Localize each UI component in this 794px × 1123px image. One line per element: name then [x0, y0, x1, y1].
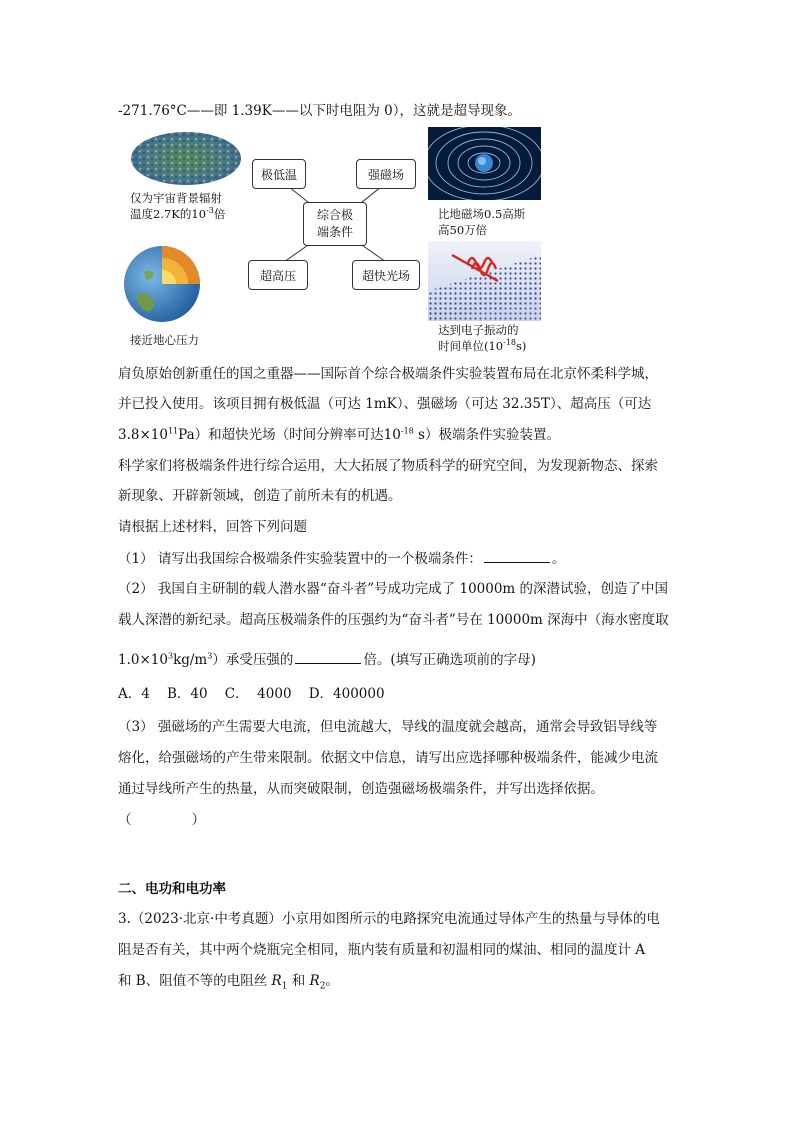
text-line: 并已投入使用。该项目拥有极低温（可达 1mK）、强磁场（可达 32.35T）、超高压（可达 — [118, 396, 652, 412]
box-combined-extreme-conditions: 综合极 端条件 — [303, 202, 367, 246]
problem-3-line2: 阻是否有关，其中两个烧瓶完全相同，瓶内装有质量和初温相同的煤油、相同的温度计 A — [118, 942, 646, 958]
question-2-line1: （2） 我国自主研制的载人潜水器“奋斗者”号成功完成了 10000m 的深潜试验，创造了中国 — [118, 581, 669, 597]
caption-laser-line2: 时间单位$(10^{-18}s)$ — [438, 338, 527, 353]
question-3-line1: （3） 强磁场的产生需要大电流，但电流越大，导线的温度就会越高，通常会导致铝导线等 — [118, 719, 658, 735]
caption-cmb-line1: 仅为宇宙背景辐射 — [130, 191, 222, 205]
caption-magnetic-line2: 高50万倍 — [438, 223, 488, 237]
problem-3-line3: 和 B、阻值不等的电阻丝 $R_1$ 和 $R_2$。 — [118, 973, 339, 992]
ultrafast-light-image — [428, 241, 541, 321]
text-line: 科学家们将极端条件进行综合运用，大大拓展了物质科学的研究空间，为发现新物态、探索 — [118, 458, 658, 474]
caption-earth: 接近地心压力 — [130, 333, 199, 347]
question-1: （1） 请写出我国综合极端条件实验装置中的一个极端条件： 。 — [118, 548, 565, 569]
text-line: 肩负原始创新重任的国之重器——国际首个综合极端条件实验装置布局在北京怀柔科学城， — [118, 366, 658, 382]
caption-cmb-line2: 温度2.7K的$10^{-3}$倍 — [130, 206, 226, 221]
text-line: $3.8\times 10^{11}Pa$）和超快光场（时间分辨率可达$10^{-18}$ s）极端条件实验装置。 — [118, 426, 560, 443]
question-2-options: A．4 B．40 C． 4000 D．400000 — [118, 686, 385, 702]
question-3-line2: 熔化，给强磁场的产生带来限制。依据文中信息，请写出应选择哪种极端条件，能减少电流 — [118, 750, 658, 766]
text-line: -271.76°C——即 1.39K——以下时电阻为 0），这就是超导现象。 — [118, 103, 521, 119]
extreme-conditions-figure — [118, 126, 548, 352]
prompt-line: 请根据上述材料，回答下列问题 — [118, 519, 307, 535]
question-2-line2: 载人深潜的新纪录。超高压极端条件的压强约为“奋斗者”号在 10000m 深海中（海水密度取 — [118, 612, 669, 628]
text-line: 新现象、开辟新领域，创造了前所未有的机遇。 — [118, 488, 402, 504]
answer-parentheses[interactable]: （ ） — [118, 812, 206, 828]
section-heading: 二、电功和电功率 — [118, 881, 226, 897]
box-ultrafast-light-field: 超快光场 — [352, 260, 420, 290]
box-strong-magnetic-field: 强磁场 — [356, 159, 416, 189]
answer-blank[interactable] — [295, 649, 361, 664]
box-low-temperature: 极低温 — [252, 159, 306, 189]
question-3-line3: 通过导线所产生的热量，从而突破限制，创造强磁场极端条件，并写出选择依据。 — [118, 781, 604, 797]
box-ultra-high-pressure: 超高压 — [248, 260, 308, 290]
answer-blank[interactable] — [484, 548, 550, 563]
caption-magnetic-line1: 比地磁场0.5高斯 — [438, 207, 526, 221]
caption-laser-line1: 达到电子振动的 — [438, 323, 519, 337]
problem-3-line1: 3.（2023·北京·中考真题）小京用如图所示的电路探究电流通过导体产生的热量与导体的电 — [118, 911, 660, 927]
question-2-line3: $1.0\times 10^3kg/m^3$）承受压强的 倍。(填写正确选项前的字母) — [118, 649, 536, 670]
magnetic-field-image — [428, 127, 541, 200]
